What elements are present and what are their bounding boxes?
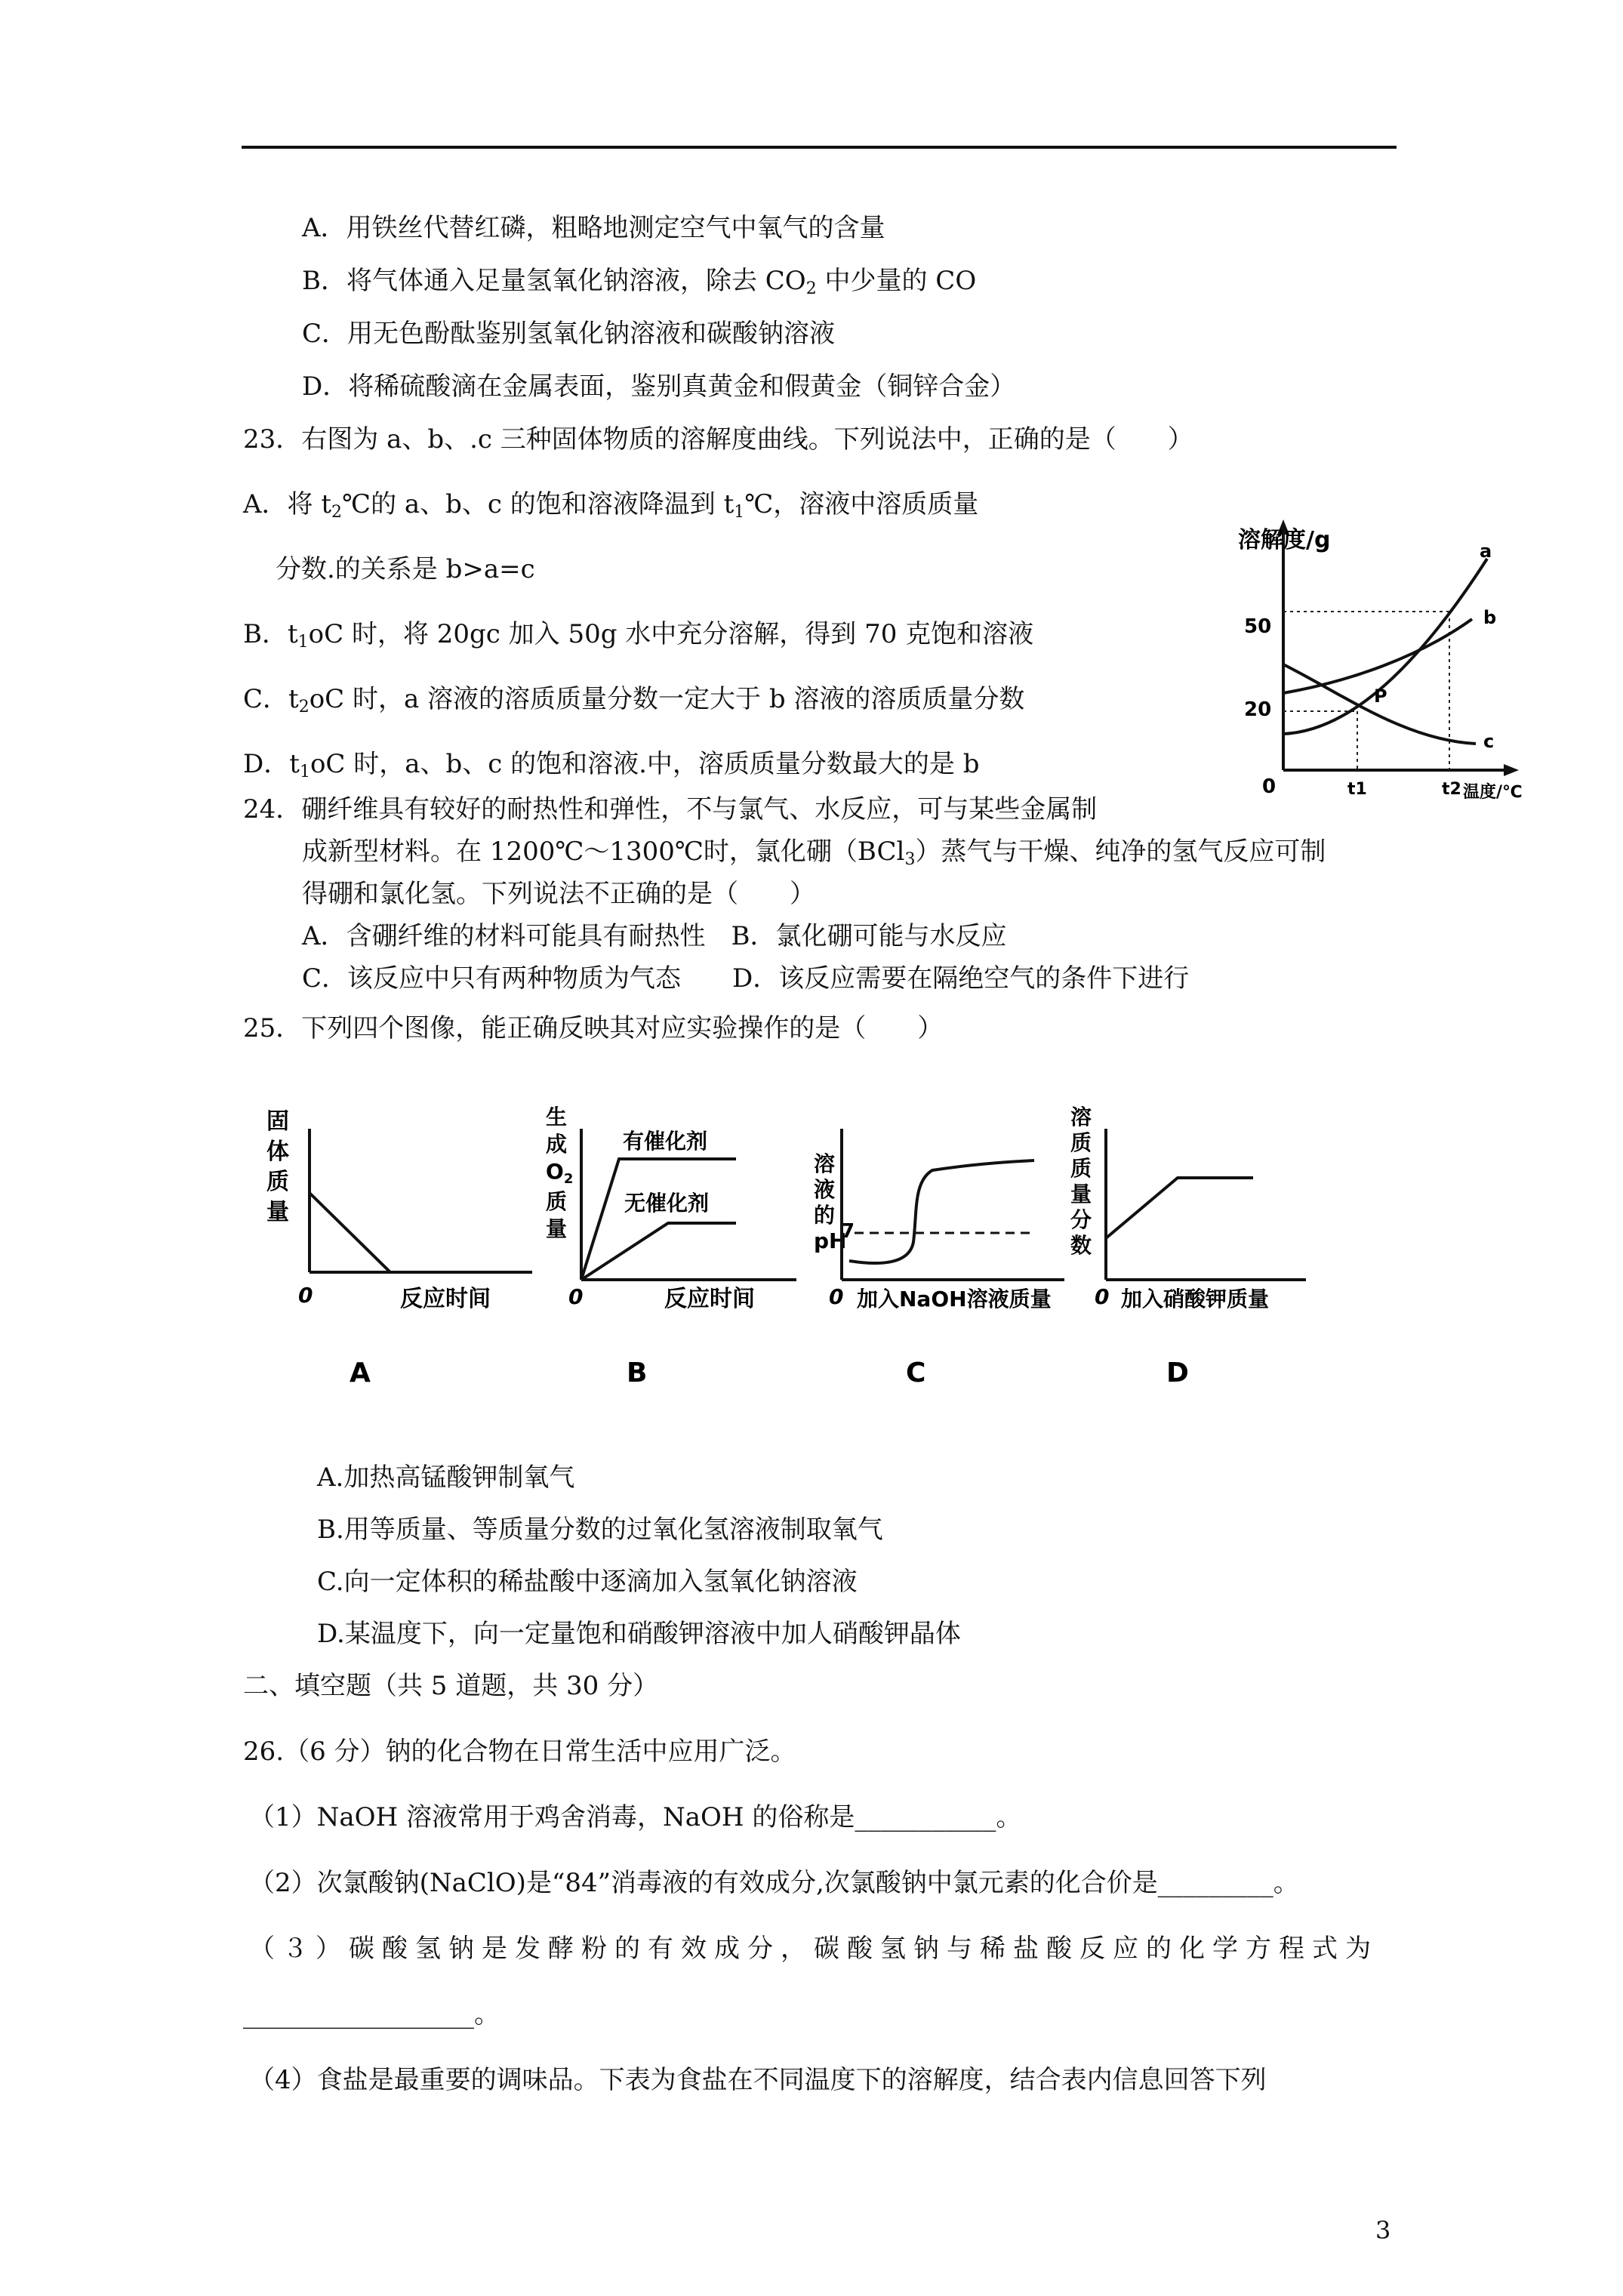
graph-b-ylabel-3: $O_2$ [546,1159,574,1187]
q26-part-1: （1）NaOH 溶液常用于鸡舍消毒，NaOH 的俗称是___________。 [249,1802,1022,1832]
q24-line-4: A．含硼纤维的材料可能具有耐热性 B．氯化硼可能与水反应 [302,921,1007,951]
graph-b-with-catalyst-label: 有催化剂 [623,1129,708,1154]
graph-a-ylabel-4: 量 [266,1199,289,1225]
graph-b-no-catalyst-line [581,1223,736,1280]
graph-d-ylabel-4: 量 [1070,1182,1092,1207]
q22-option-a: A．用铁丝代替红磷，粗略地测定空气中氧气的含量 [302,213,885,243]
page-number: 3 [1375,2216,1391,2245]
graph-c-curve [849,1160,1034,1263]
graph-d-origin: 0 [1095,1284,1110,1309]
q26-part-3-blank: __________________。 [243,1999,500,2029]
solubility-curve-figure [1223,513,1525,800]
curve-b-label: b [1483,607,1497,628]
graph-a-line [310,1193,390,1272]
t1-label: t1 [1347,780,1367,799]
point-p-label: P [1374,686,1387,707]
tick-20: 20 [1244,698,1272,721]
x-axis-arrow [1504,764,1519,776]
curve-c-label: c [1483,731,1495,752]
graph-d-ylabel-5: 分 [1070,1207,1092,1232]
graph-c-ylabel-2: 液 [814,1177,836,1202]
graph-c-origin: 0 [829,1284,844,1309]
graph-d-ylabel-2: 质 [1070,1130,1092,1155]
q25-option-d: D.某温度下，向一定量饱和硝酸钾溶液中加人硝酸钾晶体 [317,1619,961,1649]
graph-a [260,1099,547,1401]
graph-a-ylabel-2: 体 [266,1139,289,1165]
graph-a-origin: 0 [298,1283,313,1308]
graph-d-letter: D [1166,1358,1189,1388]
q26-part-3: （３）碳酸氢钠是发酵粉的有效成分，碳酸氢钠与稀盐酸反应的化学方程式为 [249,1934,1378,1964]
graph-a-letter: A [350,1358,371,1388]
q22-option-c: C．用无色酚酞鉴别氢氧化钠溶液和碳酸钠溶液 [302,319,836,349]
graph-c-letter: C [906,1358,926,1388]
q22-option-d: D．将稀硫酸滴在金属表面，鉴别真黄金和假黄金（铜锌合金） [302,371,1016,402]
q26-part-4: （4）食盐是最重要的调味品。下表为食盐在不同温度下的溶解度，结合表内信息回答下列 [249,2065,1267,2095]
curve-a-label: a [1480,541,1492,562]
graph-b-ylabel-2: 成 [546,1132,568,1157]
q23-stem: 23．右图为 a、b、.c 三种固体物质的溶解度曲线。下列说法中，正确的是（ ） [243,424,1193,455]
graph-b-ylabel-5: 量 [546,1216,568,1241]
graph-b-with-catalyst-line [581,1159,736,1280]
graph-d-ylabel-1: 溶 [1070,1105,1092,1130]
q25-option-b: B.用等质量、等质量分数的过氧化氢溶液制取氧气 [317,1515,883,1545]
graph-d-xlabel: 加入硝酸钾质量 [1121,1287,1270,1311]
q26-part-2: （2）次氯酸钠(NaClO)是“84”消毒液的有效成分,次氯酸钠中氯元素的化合价是_________。 [249,1868,1299,1898]
q22-option-b: B．将气体通入足量氢氧化钠溶液，除去 $CO_2$ 中少量的 CO [302,266,977,298]
x-axis-label: 温度/℃ [1463,783,1523,800]
q23-option-c: C．$t_2oC$ 时，a 溶液的溶质质量分数一定大于 b 溶液的溶质质量分数 [243,684,1025,717]
q25-option-c: C.向一定体积的稀盐酸中逐滴加入氢氧化钠溶液 [317,1567,858,1597]
graph-b-letter: B [627,1358,648,1388]
graph-d [1064,1099,1313,1401]
q23-option-b: B．$t_1oC$ 时，将 20gc 加入 50g 水中充分溶解，得到 70 克饱和溶液 [243,619,1034,652]
q23-option-d: D．$t_1oC$ 时，a、b、c 的饱和溶液.中，溶质质量分数最大的是 b [243,749,980,781]
t2-label: t2 [1442,780,1461,799]
graph-b-ylabel-1: 生 [546,1105,568,1130]
graph-a-ylabel-1: 固 [266,1108,289,1135]
q23-option-a: A．将 $t_2℃$的 a、b、c 的饱和溶液降温到 $t_1℃$，溶液中溶质质量 [243,489,979,522]
curve-a [1283,559,1487,734]
q23-option-a-cont: 分数.的关系是 b>a=c [276,554,535,584]
q25-option-a: A.加热高锰酸钾制氧气 [317,1462,575,1493]
graph-b [540,1099,804,1401]
graph-a-xlabel: 反应时间 [400,1286,491,1312]
graph-c-ylabel-4: pH [814,1228,847,1253]
curve-b [1283,619,1472,693]
graph-d-ylabel-6: 数 [1070,1233,1092,1258]
graph-a-ylabel-3: 质 [266,1169,289,1195]
graph-c-xlabel: 加入NaOH溶液质量 [857,1287,1052,1311]
q24-line-2: 成新型材料。在 1200℃～1300℃时，氯化硼（BCl$_3$）蒸气与干燥、纯净的氢气反应可制 [302,837,1326,869]
tick-50: 50 [1244,615,1272,638]
q25-stem: 25．下列四个图像，能正确反映其对应实验操作的是（ ） [243,1013,944,1043]
graph-d-line [1106,1178,1253,1238]
section-2-heading: 二、填空题（共 5 道题，共 30 分） [243,1671,659,1701]
graph-b-xlabel: 反应时间 [664,1286,755,1312]
graph-c-ph7-label: 7 [841,1220,855,1243]
q24-line-3: 得硼和氯化氢。下列说法不正确的是（ ） [302,879,815,909]
header-rule [242,146,1397,149]
graph-b-no-catalyst-label: 无催化剂 [624,1191,710,1216]
q24-line-1: 24．硼纤维具有较好的耐热性和弹性，不与氯气、水反应，可与某些金属制 [243,794,1098,824]
y-axis-label: 溶解度/g [1238,527,1331,553]
origin-label: 0 [1262,775,1277,798]
graph-c [808,1099,1079,1401]
graph-b-ylabel-4: 质 [546,1189,568,1214]
graph-c-ylabel-1: 溶 [814,1151,836,1176]
q26-stem: 26.（6 分）钠的化合物在日常生活中应用广泛。 [243,1737,796,1767]
graph-b-origin: 0 [568,1284,584,1309]
graph-c-ylabel-3: 的 [814,1203,836,1228]
q24-line-5: C．该反应中只有两种物质为气态 D．该反应需要在隔绝空气的条件下进行 [302,963,1190,994]
graph-d-ylabel-3: 质 [1070,1156,1092,1181]
